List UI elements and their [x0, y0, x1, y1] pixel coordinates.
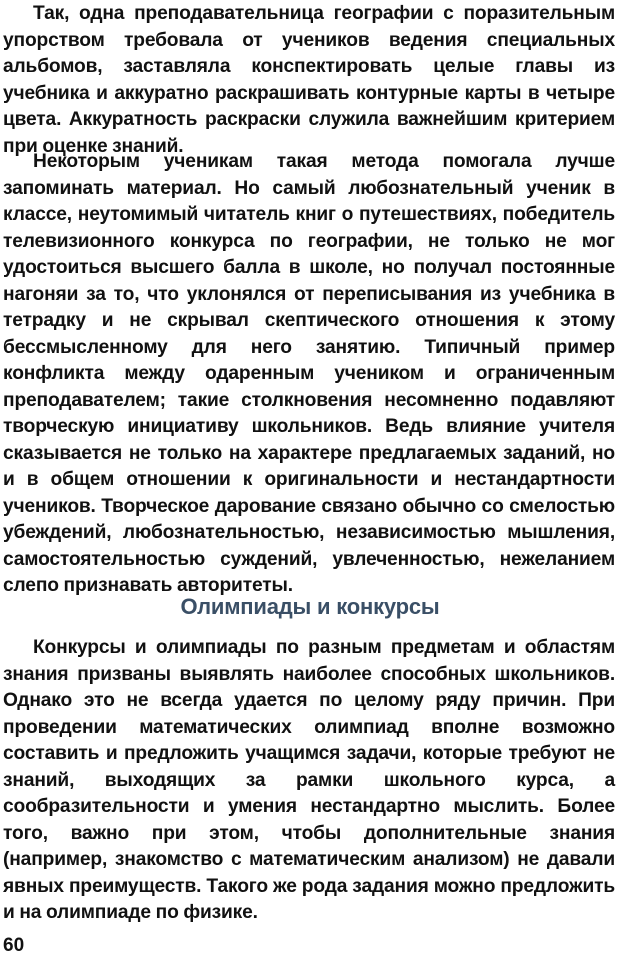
page-number: 60: [3, 935, 25, 956]
paragraph-text: Конкурсы и олимпиады по разным предметам и областям знания призваны выявлять наиболее способных школьников. Однако это не всегда удается по целому ряду причин. При проведении математических олимпиад вполне возможно составить и предложить учащимся задачи, которые требуют не знаний, выходящих за рамки школьного курса, а сообразительности и умения нестандартно мыслить. Более того, важно при этом, чтобы дополнительные знания (например, знакомство с математическим анализом) не давали явных преимуществ. Такого же рода задания можно предложить и на олимпиаде по физике.: [3, 637, 615, 923]
paragraph-text: Некоторым ученикам такая метода помогала лучше запоминать материал. Но самый любознательный ученик в классе, неутомимый читатель книг о путешествиях, победитель телевизионного конкурса по географии, не только не мог удостоиться высшего балла в школе, но получал постоянные нагоняи за то, что уклонялся от переписывания из учебника в тетрадку и не скрывал скептического отношения к этому бессмысленному для него занятию. Типичный пример конфликта между одаренным учеником и ограниченным преподавателем; такие столкновения несомненно подавляют творческую инициативу школьников. Ведь влияние учителя сказывается не только на характере предлагаемых заданий, но и в общем отношении к оригинальности и нестандартности учеников. Творческое дарование связано обычно со смелостью убеждений, любознательностью, независимостью мышления, самостоятельностью суждений, увлеченностью, нежеланием слепо признавать авторитеты.: [3, 151, 615, 596]
section-heading: Олимпиады и конкурсы: [180, 594, 440, 619]
paragraph-text: Так, одна преподавательница географии с поразительным упорством требовала от учеников ведения специальных альбомов, заставляла конспектировать целые главы из учебника и аккуратно раскрашивать контурные карты в четыре цвета. Аккуратность раскраски служила важнейшим критерием при оценке знаний.: [3, 3, 615, 157]
paragraph-geography-teacher: [3, 1, 615, 160]
paragraph-curious-student: [3, 149, 615, 600]
paragraph-olympiads: [3, 635, 615, 927]
